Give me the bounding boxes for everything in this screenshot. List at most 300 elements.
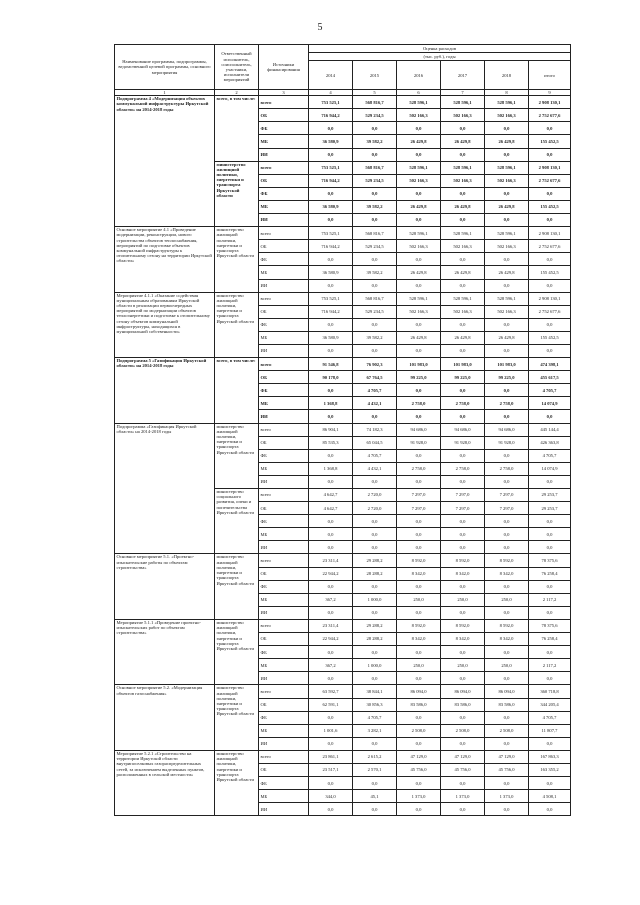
amount-cell: 0,0: [441, 122, 485, 135]
amount-cell: 4 642,7: [309, 489, 353, 502]
amount-cell: 29 288,2: [353, 554, 397, 567]
amount-cell: 0,0: [353, 279, 397, 292]
funding-source-cell: МБ: [259, 266, 309, 279]
amount-cell: 0,0: [353, 253, 397, 266]
amount-cell: 1 368,8: [309, 397, 353, 410]
program-name-cell: Подпрограмма 4 «Модернизация объектов коммунальной инфраструктуры Иркутской области» на 2014-2018 годы: [115, 96, 215, 227]
funding-source-cell: ФБ: [259, 122, 309, 135]
amount-cell: 67 764,5: [353, 371, 397, 384]
amount-cell: 85 535,3: [309, 436, 353, 449]
executor-cell: министерство жилищной политики, энергетики и транспорта Иркутской области: [215, 423, 259, 488]
amount-cell: 529 234,5: [353, 174, 397, 187]
amount-cell: 0,0: [529, 122, 571, 135]
funding-source-cell: всего: [259, 750, 309, 763]
amount-cell: 502 166,3: [397, 305, 441, 318]
amount-cell: 502 166,3: [485, 240, 529, 253]
amount-cell: 0,0: [529, 279, 571, 292]
funding-source-cell: всего: [259, 227, 309, 240]
amount-cell: 0,0: [309, 606, 353, 619]
amount-cell: 45 756,0: [397, 763, 441, 776]
amount-cell: 0,0: [441, 541, 485, 554]
amount-cell: 0,0: [485, 187, 529, 200]
funding-source-cell: ФБ: [259, 580, 309, 593]
amount-cell: 94 686,0: [485, 423, 529, 436]
amount-cell: 0,0: [397, 410, 441, 423]
table-row: [115, 227, 571, 240]
header-executor: Ответственный исполнитель, соисполнитель, участники, исполнители мероприятий: [215, 45, 259, 90]
amount-cell: 529 234,5: [353, 109, 397, 122]
amount-cell: 0,0: [529, 672, 571, 685]
amount-cell: 8 342,0: [441, 633, 485, 646]
amount-cell: 39 582,2: [353, 266, 397, 279]
amount-cell: 0,0: [397, 711, 441, 724]
funding-source-cell: ФБ: [259, 253, 309, 266]
funding-source-cell: МБ: [259, 593, 309, 606]
amount-cell: 26 429,8: [397, 200, 441, 213]
amount-cell: 7 297,0: [485, 489, 529, 502]
amount-cell: 0,0: [485, 777, 529, 790]
amount-cell: 29 253,7: [529, 489, 571, 502]
amount-cell: 86 094,0: [441, 685, 485, 698]
funding-source-cell: ИИ: [259, 279, 309, 292]
amount-cell: 4 705,7: [529, 711, 571, 724]
amount-cell: 0,0: [397, 214, 441, 227]
funding-source-cell: всего: [259, 96, 309, 109]
funding-source-cell: всего: [259, 619, 309, 632]
amount-cell: 4 705,7: [529, 384, 571, 397]
col-number: 9: [529, 90, 571, 96]
amount-cell: 2 615,2: [353, 750, 397, 763]
amount-cell: 45,1: [353, 790, 397, 803]
amount-cell: 0,0: [309, 187, 353, 200]
header-program: Наименование программы, подпрограммы, ведомственной целевой программы, основного мероприятия: [115, 45, 215, 90]
amount-cell: 0,0: [353, 580, 397, 593]
amount-cell: 0,0: [485, 384, 529, 397]
amount-cell: 0,0: [397, 646, 441, 659]
funding-source-cell: ИИ: [259, 737, 309, 750]
amount-cell: 344,0: [309, 790, 353, 803]
amount-cell: 528 596,1: [485, 161, 529, 174]
amount-cell: 0,0: [485, 122, 529, 135]
amount-cell: 0,0: [309, 410, 353, 423]
amount-cell: 0,0: [441, 344, 485, 357]
amount-cell: 0,0: [441, 803, 485, 816]
amount-cell: 0,0: [397, 803, 441, 816]
amount-cell: 2 117,2: [529, 659, 571, 672]
amount-cell: 0,0: [485, 672, 529, 685]
amount-cell: 2 908 130,1: [529, 96, 571, 109]
amount-cell: 2 758,0: [441, 397, 485, 410]
amount-cell: 4 705,7: [353, 384, 397, 397]
amount-cell: 2 752 677,6: [529, 174, 571, 187]
amount-cell: 0,0: [441, 214, 485, 227]
funding-source-cell: ФБ: [259, 711, 309, 724]
amount-cell: 14 074,9: [529, 397, 571, 410]
amount-cell: 22 944,2: [309, 633, 353, 646]
amount-cell: 83 586,0: [397, 698, 441, 711]
amount-cell: 99 225,0: [397, 371, 441, 384]
amount-cell: 0,0: [309, 737, 353, 750]
amount-cell: 0,0: [485, 449, 529, 462]
amount-cell: 2 508,0: [485, 724, 529, 737]
header-year: итого: [529, 61, 571, 90]
funding-source-cell: ИИ: [259, 803, 309, 816]
col-number: 5: [353, 90, 397, 96]
col-number: 7: [441, 90, 485, 96]
amount-cell: 568 816,7: [353, 227, 397, 240]
amount-cell: 250,0: [397, 593, 441, 606]
amount-cell: 529 234,5: [353, 305, 397, 318]
amount-cell: 30 856,3: [353, 698, 397, 711]
amount-cell: 36 580,9: [309, 331, 353, 344]
funding-source-cell: МБ: [259, 462, 309, 475]
amount-cell: 39 582,2: [353, 135, 397, 148]
amount-cell: 367,2: [309, 659, 353, 672]
amount-cell: 7 297,0: [441, 502, 485, 515]
table-row: [115, 554, 571, 567]
amount-cell: 0,0: [309, 803, 353, 816]
amount-cell: 7 297,0: [397, 502, 441, 515]
amount-cell: 528 596,1: [485, 96, 529, 109]
amount-cell: 0,0: [397, 253, 441, 266]
amount-cell: 26 429,8: [397, 266, 441, 279]
table-row: [115, 619, 571, 632]
amount-cell: 0,0: [353, 214, 397, 227]
amount-cell: 0,0: [309, 253, 353, 266]
amount-cell: 90 178,0: [309, 371, 353, 384]
amount-cell: 0,0: [485, 646, 529, 659]
funding-source-cell: ИИ: [259, 148, 309, 161]
amount-cell: 0,0: [441, 187, 485, 200]
amount-cell: 0,0: [309, 384, 353, 397]
header-year: 2018: [485, 61, 529, 90]
amount-cell: 0,0: [529, 410, 571, 423]
amount-cell: 0,0: [353, 187, 397, 200]
amount-cell: 250,0: [441, 593, 485, 606]
amount-cell: 1 000,0: [353, 659, 397, 672]
funding-source-cell: ИИ: [259, 541, 309, 554]
amount-cell: 0,0: [353, 672, 397, 685]
amount-cell: 26 429,8: [441, 200, 485, 213]
amount-cell: 0,0: [441, 410, 485, 423]
amount-cell: 2 508,0: [441, 724, 485, 737]
amount-cell: 78 375,6: [529, 619, 571, 632]
funding-source-cell: всего: [259, 292, 309, 305]
amount-cell: 29 253,7: [529, 502, 571, 515]
amount-cell: 2 117,2: [529, 593, 571, 606]
amount-cell: 753 525,1: [309, 161, 353, 174]
amount-cell: 0,0: [485, 541, 529, 554]
amount-cell: 26 429,8: [441, 331, 485, 344]
amount-cell: 23 517,1: [309, 763, 353, 776]
amount-cell: 29 288,2: [353, 619, 397, 632]
amount-cell: 0,0: [485, 737, 529, 750]
amount-cell: 2 570,1: [353, 763, 397, 776]
amount-cell: 8 342,0: [397, 633, 441, 646]
amount-cell: 2 720,0: [353, 489, 397, 502]
funding-source-cell: ИИ: [259, 606, 309, 619]
amount-cell: 716 944,2: [309, 305, 353, 318]
funding-source-cell: ОБ: [259, 371, 309, 384]
amount-cell: 528 596,1: [397, 227, 441, 240]
amount-cell: 167 863,3: [529, 750, 571, 763]
amount-cell: 0,0: [353, 122, 397, 135]
amount-cell: 0,0: [441, 606, 485, 619]
amount-cell: 0,0: [485, 580, 529, 593]
table-row: [115, 685, 571, 698]
amount-cell: 8 342,0: [441, 567, 485, 580]
amount-cell: 0,0: [441, 580, 485, 593]
program-name-cell: Мероприятие 5.2.1 «Строительство на территории Иркутской области внутрипоселковых газораспределительных сетей, за исключением выделенных пунктов, расположенных в сельской местности»: [115, 750, 215, 815]
amount-cell: 1 000,0: [353, 593, 397, 606]
amount-cell: 28 288,2: [353, 567, 397, 580]
amount-cell: 0,0: [485, 528, 529, 541]
amount-cell: 28 288,2: [353, 633, 397, 646]
amount-cell: 0,0: [485, 410, 529, 423]
amount-cell: 0,0: [309, 122, 353, 135]
amount-cell: 502 166,3: [397, 109, 441, 122]
header-year: 2017: [441, 61, 485, 90]
executor-cell: министерство жилищной политики, энергетики и транспорта Иркутской области: [215, 685, 259, 750]
amount-cell: 0,0: [397, 187, 441, 200]
amount-cell: 0,0: [397, 279, 441, 292]
amount-cell: 0,0: [309, 449, 353, 462]
amount-cell: 528 596,1: [397, 96, 441, 109]
amount-cell: 26 429,8: [397, 135, 441, 148]
amount-cell: 0,0: [485, 318, 529, 331]
executor-cell: министерство социального развития, опеки и попечительства Иркутской области: [215, 489, 259, 554]
table-row: [115, 750, 571, 763]
amount-cell: 0,0: [353, 606, 397, 619]
amount-cell: 0,0: [529, 528, 571, 541]
amount-cell: 2 908 130,1: [529, 227, 571, 240]
amount-cell: 0,0: [485, 344, 529, 357]
amount-cell: 0,0: [529, 606, 571, 619]
table-row: [115, 292, 571, 305]
amount-cell: 0,0: [441, 318, 485, 331]
amount-cell: 753 525,1: [309, 292, 353, 305]
executor-cell: министерство жилищной политики, энергетики и транспорта Иркутской области: [215, 292, 259, 357]
funding-source-cell: ОБ: [259, 436, 309, 449]
funding-source-cell: всего: [259, 554, 309, 567]
header-source: Источники финансирования: [259, 45, 309, 90]
amount-cell: 0,0: [309, 214, 353, 227]
amount-cell: 11 807,7: [529, 724, 571, 737]
amount-cell: 0,0: [529, 803, 571, 816]
amount-cell: 0,0: [397, 475, 441, 488]
amount-cell: 0,0: [441, 148, 485, 161]
amount-cell: 0,0: [529, 646, 571, 659]
amount-cell: 78 375,6: [529, 554, 571, 567]
amount-cell: 0,0: [397, 449, 441, 462]
funding-source-cell: ФБ: [259, 384, 309, 397]
funding-source-cell: ИИ: [259, 475, 309, 488]
amount-cell: 0,0: [309, 672, 353, 685]
table-row: [115, 423, 571, 436]
amount-cell: 0,0: [309, 541, 353, 554]
funding-source-cell: всего: [259, 161, 309, 174]
amount-cell: 26 429,8: [441, 135, 485, 148]
amount-cell: 344 205,4: [529, 698, 571, 711]
amount-cell: 716 944,2: [309, 174, 353, 187]
amount-cell: 86 094,0: [397, 685, 441, 698]
page-number: 5: [317, 22, 323, 33]
program-name-cell: Основное мероприятие 4.1 «Проведение модернизации, реконструкции, нового строительства объектов теплоснабжения, мероприятий по подготовке объектов коммунальной инфраструктуры к отопительному сезону на территории Иркутской области»: [115, 227, 215, 292]
amount-cell: 0,0: [529, 214, 571, 227]
amount-cell: 0,0: [441, 384, 485, 397]
amount-cell: 0,0: [485, 606, 529, 619]
amount-cell: 0,0: [529, 344, 571, 357]
amount-cell: 250,0: [441, 659, 485, 672]
amount-cell: 7 297,0: [441, 489, 485, 502]
amount-cell: 0,0: [397, 606, 441, 619]
amount-cell: 8 592,0: [441, 619, 485, 632]
amount-cell: 528 596,1: [397, 161, 441, 174]
funding-source-cell: ИИ: [259, 344, 309, 357]
funding-source-cell: МБ: [259, 790, 309, 803]
col-number: 1: [115, 90, 215, 96]
amount-cell: 0,0: [441, 515, 485, 528]
amount-cell: 26 429,8: [485, 331, 529, 344]
amount-cell: 0,0: [485, 515, 529, 528]
amount-cell: 91 928,0: [441, 436, 485, 449]
amount-cell: 502 166,3: [441, 305, 485, 318]
header-year: 2014: [309, 61, 353, 90]
funding-source-cell: всего: [259, 489, 309, 502]
amount-cell: 0,0: [529, 253, 571, 266]
amount-cell: 4 705,7: [529, 449, 571, 462]
amount-cell: 0,0: [485, 803, 529, 816]
funding-source-cell: ФБ: [259, 187, 309, 200]
amount-cell: 26 429,8: [441, 266, 485, 279]
amount-cell: 26 429,8: [397, 331, 441, 344]
table-row: [115, 358, 571, 371]
amount-cell: 0,0: [397, 672, 441, 685]
amount-cell: 76 258,4: [529, 633, 571, 646]
amount-cell: 0,0: [353, 646, 397, 659]
amount-cell: 8 592,0: [485, 619, 529, 632]
funding-source-cell: ОБ: [259, 240, 309, 253]
funding-source-cell: МБ: [259, 200, 309, 213]
amount-cell: 4 642,7: [309, 502, 353, 515]
amount-cell: 568 816,7: [353, 161, 397, 174]
amount-cell: 39 582,2: [353, 200, 397, 213]
amount-cell: 8 592,0: [397, 554, 441, 567]
amount-cell: 8 342,0: [485, 567, 529, 580]
amount-cell: 528 596,1: [441, 227, 485, 240]
funding-source-cell: МБ: [259, 659, 309, 672]
col-number: 6: [397, 90, 441, 96]
amount-cell: 36 580,9: [309, 135, 353, 148]
budget-table: [114, 44, 571, 816]
amount-cell: 101 983,0: [397, 358, 441, 371]
amount-cell: 0,0: [397, 580, 441, 593]
amount-cell: 426 363,8: [529, 436, 571, 449]
amount-cell: 47 129,0: [397, 750, 441, 763]
amount-cell: 502 166,3: [485, 305, 529, 318]
amount-cell: 1 373,0: [441, 790, 485, 803]
amount-cell: 99 225,0: [485, 371, 529, 384]
amount-cell: 36 580,9: [309, 200, 353, 213]
amount-cell: 47 129,0: [441, 750, 485, 763]
amount-cell: 0,0: [441, 646, 485, 659]
funding-source-cell: ОБ: [259, 763, 309, 776]
amount-cell: 716 944,2: [309, 109, 353, 122]
amount-cell: 502 166,3: [441, 240, 485, 253]
table-body: [115, 96, 571, 816]
amount-cell: 76 258,4: [529, 567, 571, 580]
amount-cell: 0,0: [529, 737, 571, 750]
amount-cell: 0,0: [309, 148, 353, 161]
amount-cell: 22 944,2: [309, 567, 353, 580]
amount-cell: 0,0: [485, 711, 529, 724]
header-estimate: Оценка расходов: [309, 45, 571, 53]
amount-cell: 2 508,0: [397, 724, 441, 737]
amount-cell: 568 816,7: [353, 96, 397, 109]
amount-cell: 1 368,8: [309, 462, 353, 475]
funding-source-cell: всего: [259, 358, 309, 371]
amount-cell: 36 580,9: [309, 266, 353, 279]
amount-cell: 101 983,0: [485, 358, 529, 371]
amount-cell: 23 311,4: [309, 554, 353, 567]
amount-cell: 716 944,2: [309, 240, 353, 253]
amount-cell: 0,0: [353, 148, 397, 161]
amount-cell: 0,0: [441, 737, 485, 750]
amount-cell: 502 166,3: [485, 109, 529, 122]
amount-cell: 474 398,1: [529, 358, 571, 371]
funding-source-cell: ОБ: [259, 305, 309, 318]
amount-cell: 86 904,1: [309, 423, 353, 436]
executor-cell: всего, в том числе:: [215, 96, 259, 161]
amount-cell: 0,0: [529, 318, 571, 331]
amount-cell: 8 592,0: [441, 554, 485, 567]
funding-source-cell: МБ: [259, 397, 309, 410]
amount-cell: 23 861,1: [309, 750, 353, 763]
amount-cell: 360 718,8: [529, 685, 571, 698]
amount-cell: 455 617,5: [529, 371, 571, 384]
amount-cell: 0,0: [397, 122, 441, 135]
amount-cell: 2 720,0: [353, 502, 397, 515]
col-number: 2: [215, 90, 259, 96]
amount-cell: 0,0: [309, 344, 353, 357]
amount-cell: 0,0: [397, 737, 441, 750]
amount-cell: 250,0: [397, 659, 441, 672]
table-header: [115, 45, 571, 96]
amount-cell: 445 144,4: [529, 423, 571, 436]
program-name-cell: Мероприятие 5.1.1 «Проведение проектно-изыскательских работ по объектам строительства»: [115, 619, 215, 684]
amount-cell: 502 166,3: [441, 174, 485, 187]
amount-cell: 0,0: [353, 737, 397, 750]
amount-cell: 0,0: [397, 344, 441, 357]
funding-source-cell: ИИ: [259, 672, 309, 685]
amount-cell: 3 282,1: [353, 724, 397, 737]
amount-cell: 155 452,5: [529, 200, 571, 213]
amount-cell: 0,0: [353, 541, 397, 554]
amount-cell: 753 525,1: [309, 96, 353, 109]
funding-source-cell: ФБ: [259, 449, 309, 462]
amount-cell: 528 596,1: [441, 292, 485, 305]
funding-source-cell: ФБ: [259, 777, 309, 790]
funding-source-cell: всего: [259, 423, 309, 436]
amount-cell: 2 752 677,6: [529, 109, 571, 122]
amount-cell: 0,0: [309, 528, 353, 541]
amount-cell: 155 452,5: [529, 266, 571, 279]
amount-cell: 1 373,0: [397, 790, 441, 803]
amount-cell: 0,0: [397, 318, 441, 331]
funding-source-cell: ОБ: [259, 567, 309, 580]
amount-cell: 0,0: [353, 777, 397, 790]
executor-cell: всего, в том числе:: [215, 358, 259, 423]
